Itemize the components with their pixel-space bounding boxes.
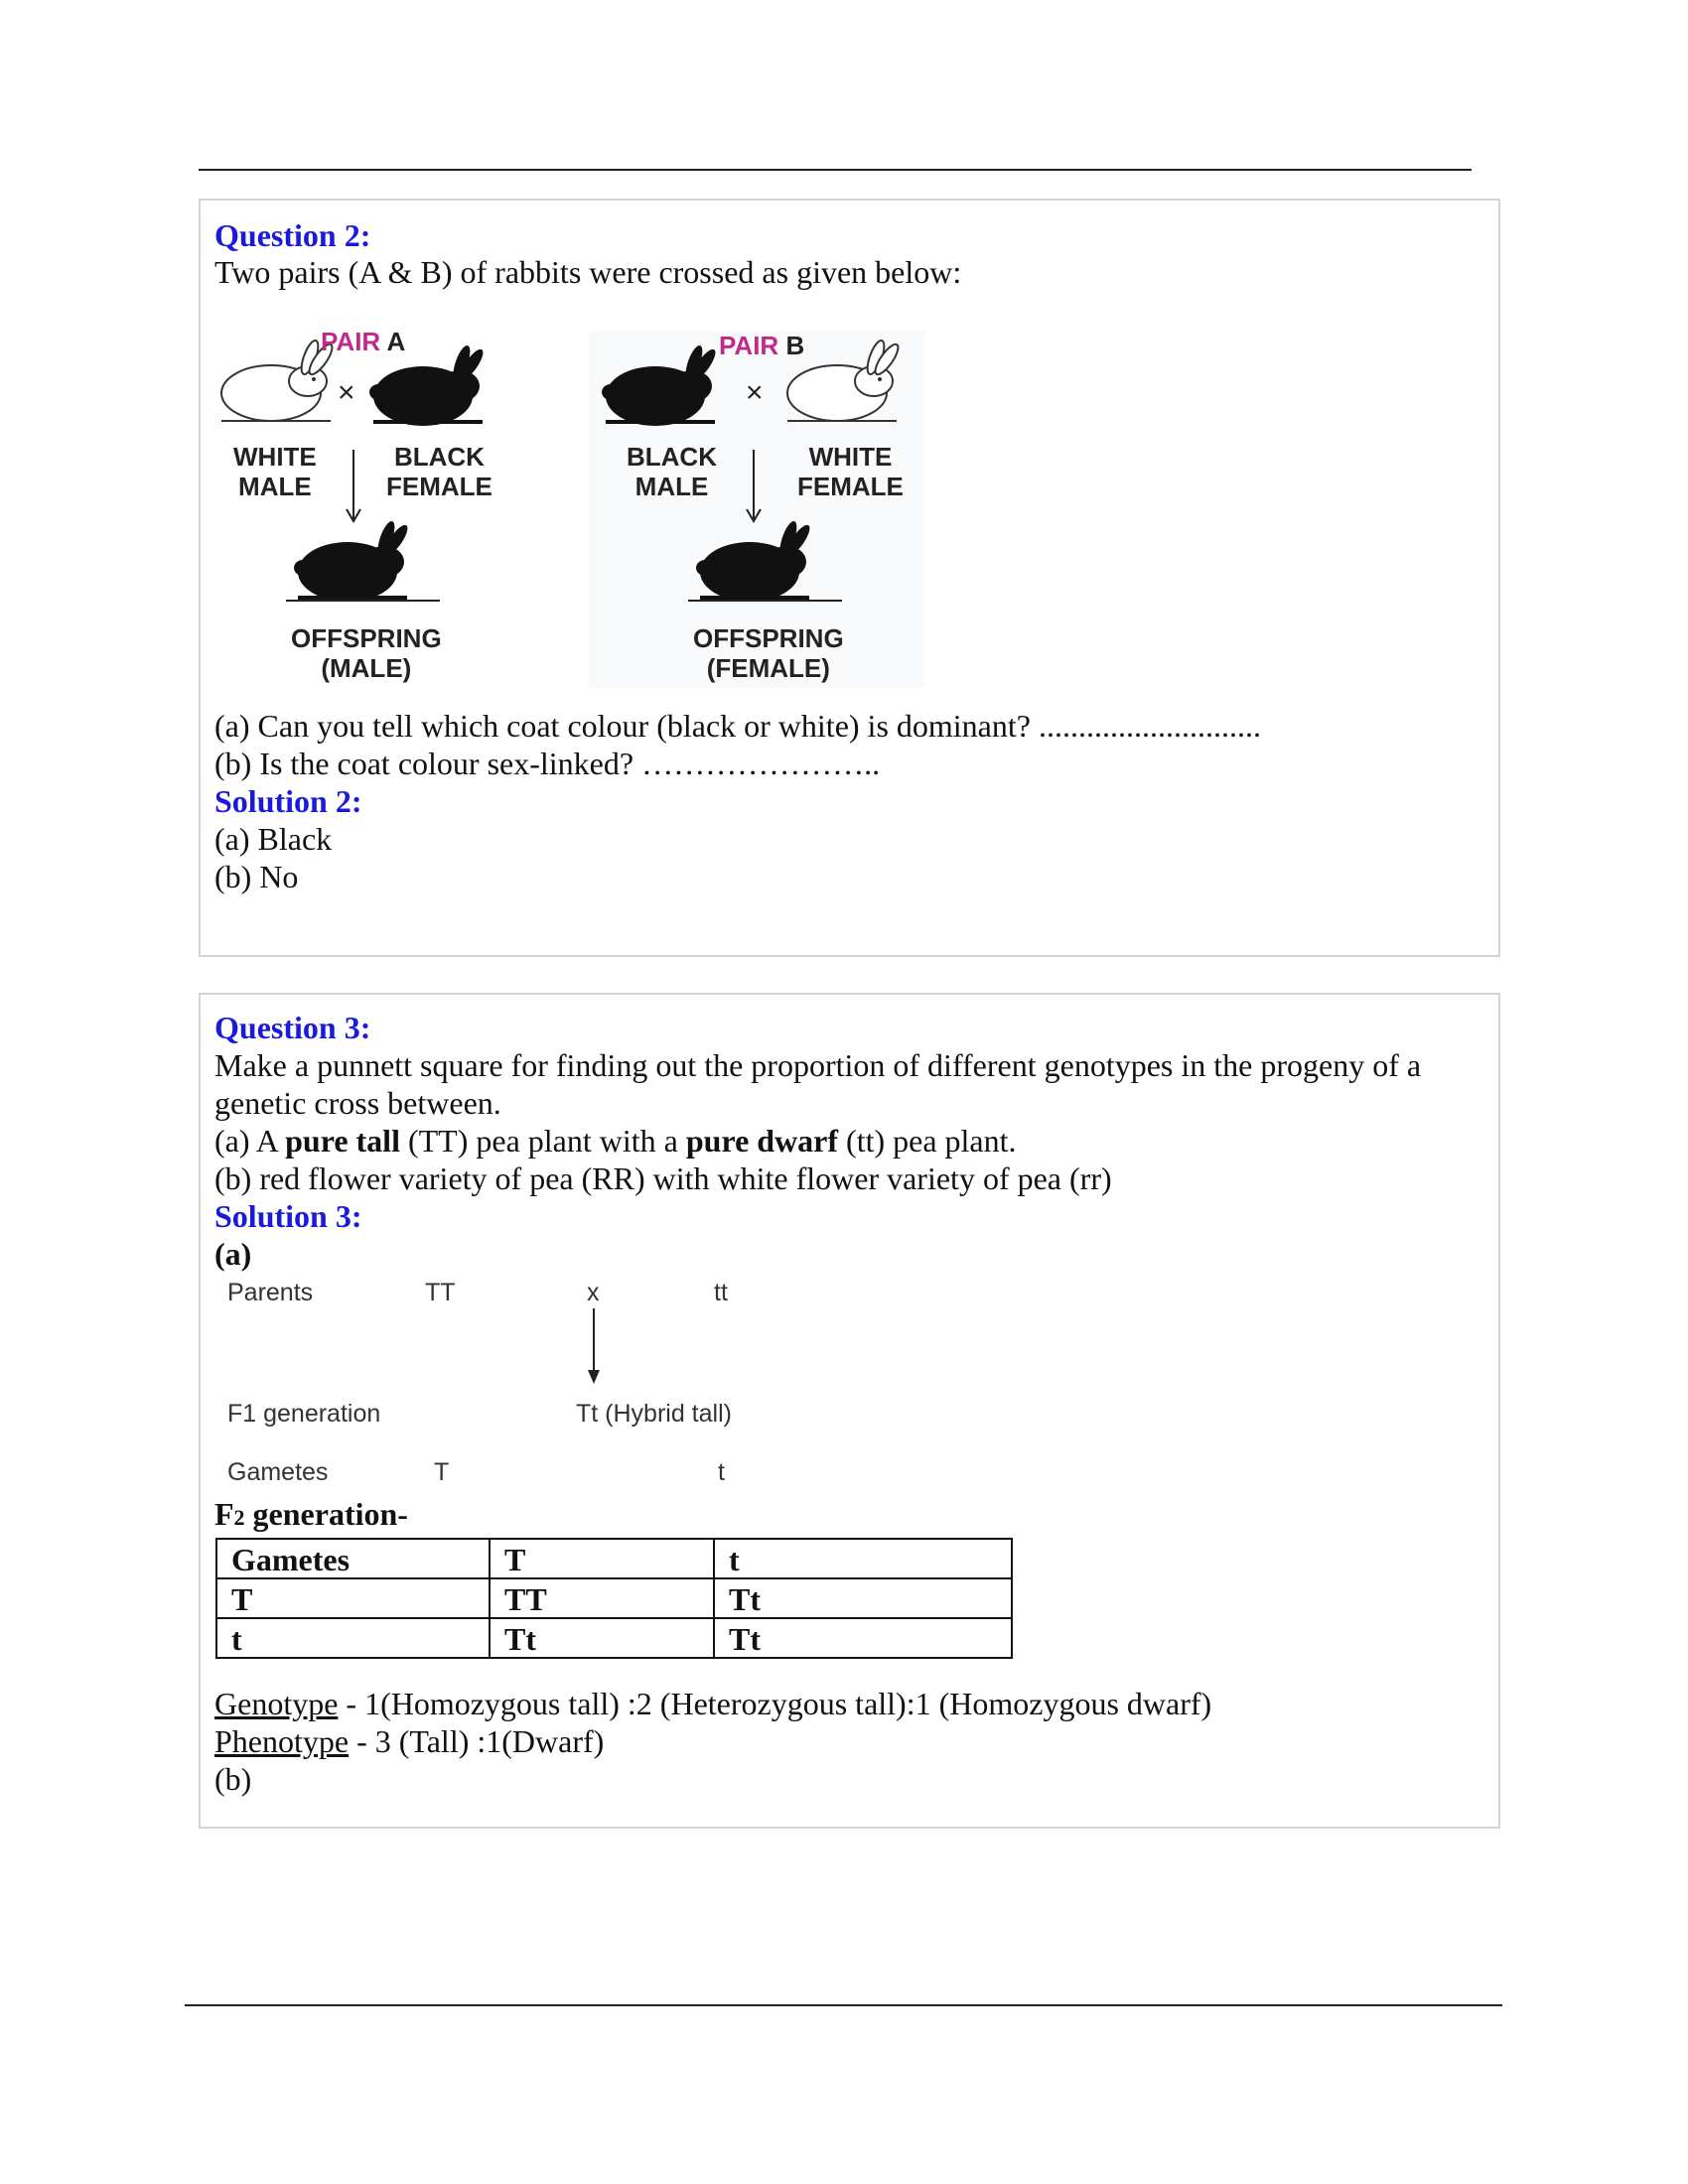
header-rule <box>199 169 1472 171</box>
pair-a-parent-right: BLACK FEMALE <box>386 442 492 501</box>
rabbit-cross-figure <box>211 321 926 688</box>
pair-b-parent-right: WHITE FEMALE <box>797 442 904 501</box>
solution-3-part-b-label: (b) <box>214 1761 252 1797</box>
gamete-1: T <box>434 1458 450 1486</box>
pair-a-white-male-rabbit <box>221 339 336 421</box>
punnett-cell: Tt <box>714 1618 1012 1658</box>
pair-a-parent-left: WHITE MALE <box>233 442 317 501</box>
pair-b-parent-left: BLACK MALE <box>627 442 717 501</box>
question-3-intro-line-2: genetic cross between. <box>214 1085 501 1121</box>
footer-rule <box>185 2004 1502 2006</box>
solution-2-heading: Solution 2: <box>214 783 362 819</box>
punnett-cell: Tt <box>490 1618 714 1658</box>
punnett-cell: Gametes <box>216 1539 490 1578</box>
pair-a-offspring-rabbit <box>294 519 411 602</box>
f1-generation-label: F1 generation <box>227 1400 381 1428</box>
question-3-intro-line-1: Make a punnett square for finding out the proportion of different genotypes in the progeny of a <box>214 1047 1422 1083</box>
pair-a-offspring-label: OFFSPRING (MALE) <box>291 623 442 683</box>
punnett-cell: t <box>714 1539 1012 1578</box>
punnett-cell: TT <box>490 1578 714 1618</box>
pair-a-cross-symbol: × <box>338 376 355 409</box>
solution-2-answer-a: (a) Black <box>214 821 333 857</box>
pair-b-cross-symbol: × <box>746 376 764 409</box>
phenotype-ratio: Phenotype - 3 (Tall) :1(Dwarf) <box>214 1723 605 1759</box>
table-row <box>216 1618 1012 1658</box>
question-2-part-b: (b) Is the coat colour sex-linked? ………………….. <box>214 746 881 781</box>
question-3-part-b: (b) red flower variety of pea (RR) with white flower variety of pea (rr) <box>214 1160 1112 1196</box>
gamete-2: t <box>718 1458 725 1486</box>
table-row <box>216 1578 1012 1618</box>
solution-2-answer-b: (b) No <box>214 859 299 894</box>
f1-generation-value: Tt (Hybrid tall) <box>576 1400 732 1428</box>
cross-parent-2: tt <box>714 1279 728 1306</box>
cross-down-arrow <box>584 1308 604 1388</box>
pair-b-offspring-label: OFFSPRING (FEMALE) <box>693 623 844 683</box>
punnett-cell: t <box>216 1618 490 1658</box>
pair-b-label: PAIR B <box>719 331 805 360</box>
question-3-heading: Question 3: <box>214 1010 371 1045</box>
question-2-part-a: (a) Can you tell which coat colour (black or white) is dominant? ............................ <box>214 708 1261 744</box>
question-2-intro: Two pairs (A & B) of rabbits were crossed as given below: <box>214 254 962 290</box>
pair-a-label: PAIR A <box>321 327 406 356</box>
table-row <box>216 1539 1012 1578</box>
solution-3-part-a-label: (a) <box>214 1236 252 1272</box>
cross-symbol: x <box>587 1279 600 1306</box>
genotype-ratio: Genotype - 1(Homozygous tall) :2 (Heterozygous tall):1 (Homozygous dwarf) <box>214 1686 1212 1721</box>
punnett-cell: T <box>490 1539 714 1578</box>
cross-parents-label: Parents <box>227 1279 314 1306</box>
gametes-label: Gametes <box>227 1458 329 1486</box>
question-3-part-a: (a) A pure tall (TT) pea plant with a pure dwarf (tt) pea plant. <box>214 1123 1017 1159</box>
punnett-cell: T <box>216 1578 490 1618</box>
f2-generation-label: F2 generation- <box>214 1496 408 1532</box>
question-2-heading: Question 2: <box>214 217 371 253</box>
punnett-square <box>215 1538 1013 1659</box>
punnett-cell: Tt <box>714 1578 1012 1618</box>
solution-3-heading: Solution 3: <box>214 1198 362 1234</box>
cross-parent-1: TT <box>425 1279 456 1306</box>
